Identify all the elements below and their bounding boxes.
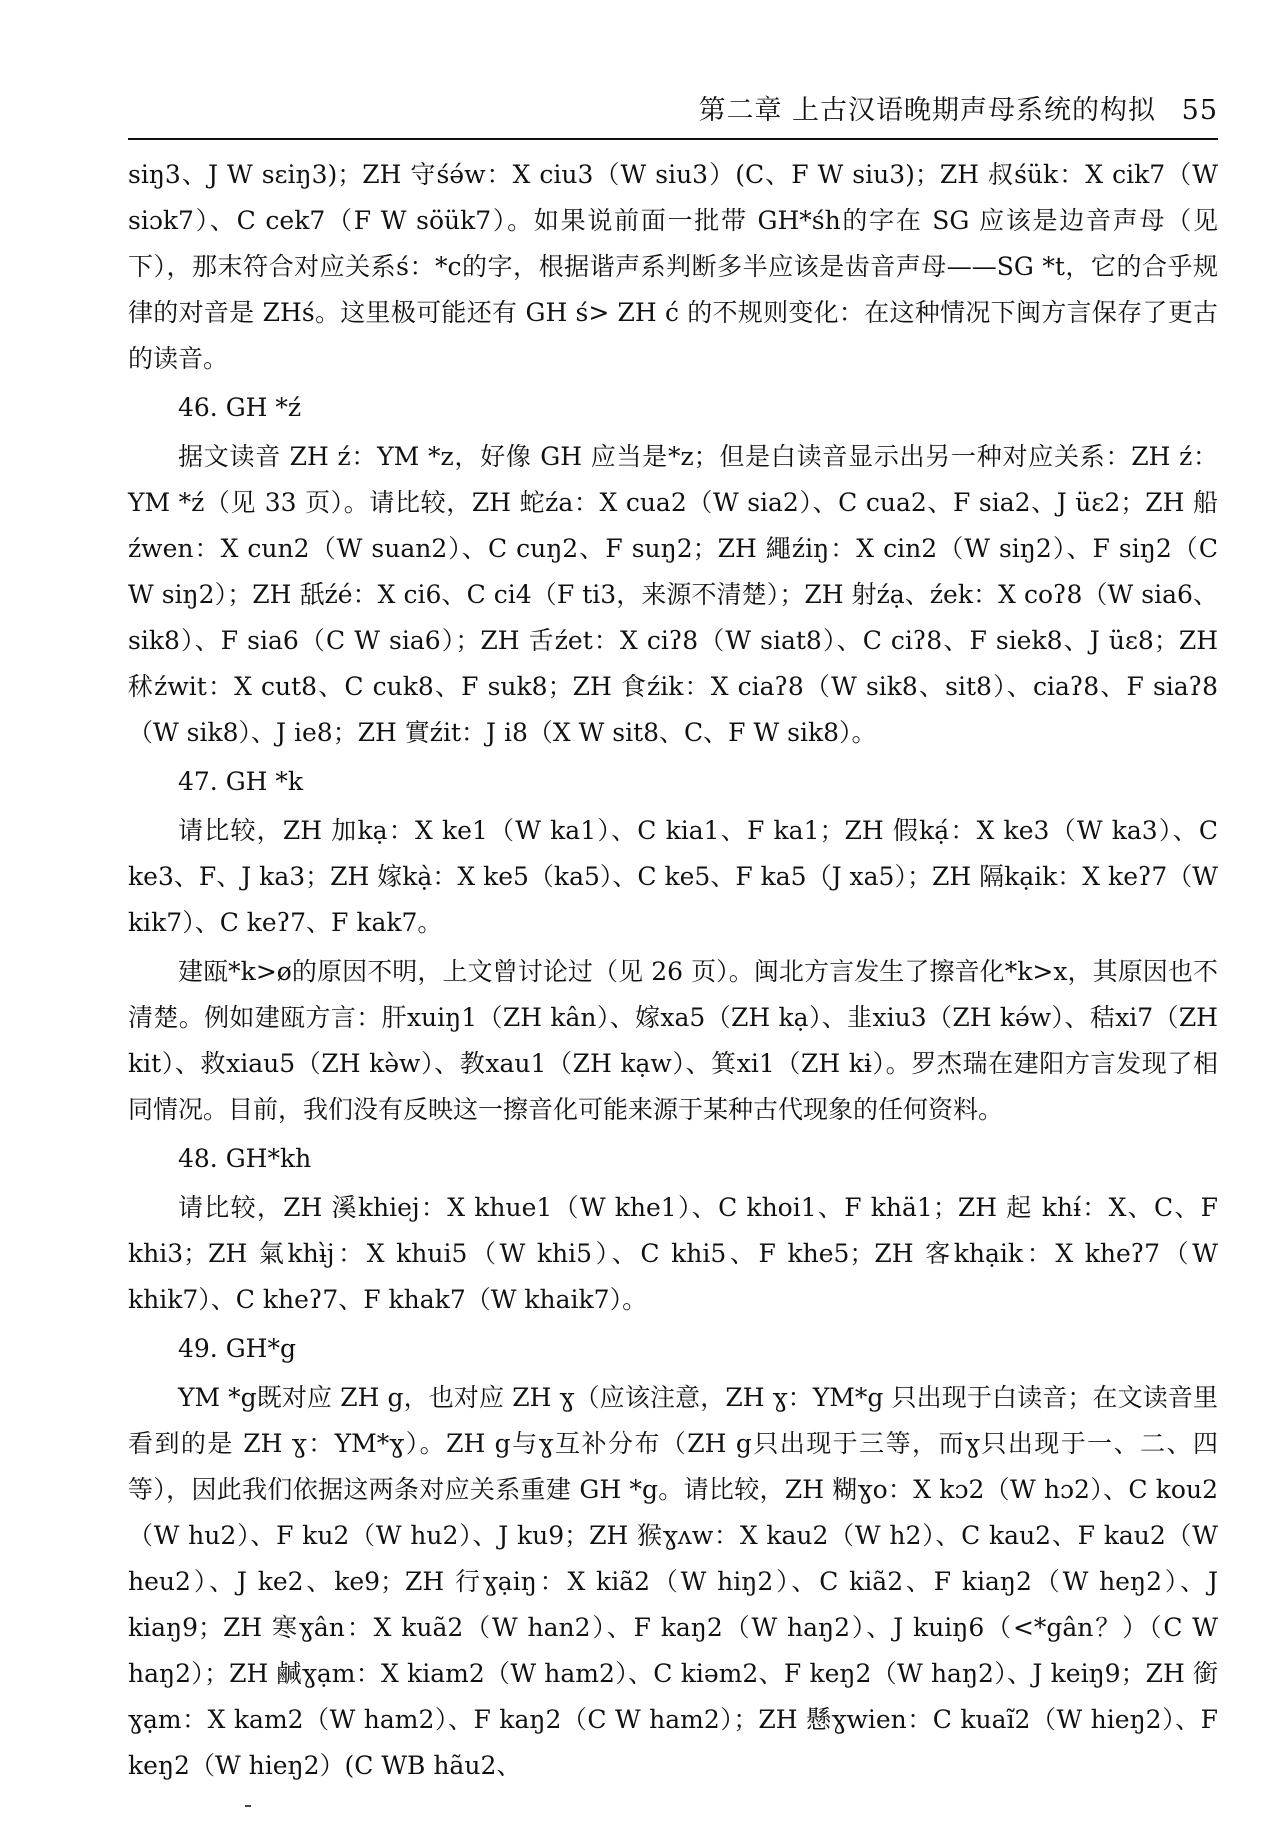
paragraph-47a: 请比较，ZH 加kạ：X ke1（W ka1）、C kia1、F ka1；ZH 假kạ́：X ke3（W ka3）、C ke3、F、J ka3；ZH 嫁kạ̀：X ke5（ka5）、C ke5、F ka5（J xa5）；ZH 隔kạik：X keʔ7（W kik7）、C keʔ7、F kak7。 <box>128 816 1218 937</box>
section-heading-49: 49. GH*g <box>178 1334 296 1363</box>
paragraph-47b: 建瓯*k>ø的原因不明，上文曾讨论过（见 26 页）。闽北方言发生了擦音化*k>x，其原因也不清楚。例如建瓯方言：肝xuiŋ1（ZH kân）、嫁xa5（ZH kạ）、韭xiu3（ZH kə́w）、秸xi7（ZH kit）、救xiau5（ZH kə̀w）、教xau1（ZH kạw）、箕xi1（ZH kɨ）。罗杰瑞在建阳方言发现了相同情况。目前，我们没有反映这一擦音化可能来源于某种古代现象的任何资料。 <box>128 957 1218 1124</box>
section-heading-48: 48. GH*kh <box>178 1144 312 1173</box>
section-heading-47: 47. GH *k <box>178 767 304 796</box>
body-text <box>128 152 1218 1792</box>
paragraph-49: YM *g既对应 ZH g，也对应 ZH ɣ（应该注意，ZH ɣ：YM*g 只出现于白读音；在文读音里看到的是 ZH ɣ：YM*ɣ）。ZH g与ɣ互补分布（ZH g只出现于三等，而ɣ只出现于一、二、四等），因此我们依据这两条对应关系重建 GH *g。请比较，ZH 糊ɣo：X kɔ2（W hɔ2）、C kou2（W hu2）、F ku2（W hu2）、J ku9；ZH 猴ɣʌw：X kau2（W h2）、C kau2、F kau2（W heu2）、J ke2、ke9；ZH 行ɣạiŋ：X kiã2（W hiŋ2）、C kiã2、F kiaŋ2（W heŋ2）、J kiaŋ9；ZH 寒ɣân：X kuã2（W han2）、F kaŋ2（W haŋ2）、J kuiŋ6（<*gân？）（C W haŋ2）；ZH 鹹ɣạm：X kiam2（W ham2）、C kiəm2、F keŋ2（W haŋ2）、J keiŋ9；ZH 銜ɣạm：X kam2（W ham2）、F kaŋ2（C W ham2）；ZH 懸ɣwien：C kuaĩ2（W hieŋ2）、F keŋ2（W hieŋ2）(C WB hãu2、 <box>128 1383 1218 1780</box>
section-heading-46: 46. GH *ź <box>178 393 302 422</box>
paragraph-continuation: siŋ3、J W sɛiŋ3)；ZH 守śə́w：X ciu3（W siu3）(C、F W siu3)；ZH 叔śük：X cik7（W siɔk7）、C cek7（F W söük7）。如果说前面一批带 GH*śh的字在 SG 应该是边音声母（见下），那末符合对应关系ś：*c的字，根据谐声系判断多半应该是齿音声母——SG *t，它的合乎规律的对音是 ZHś。这里极可能还有 GH ś> ZH ć 的不规则变化：在这种情况下闽方言保存了更古的读音。 <box>128 160 1218 373</box>
chapter-title: 第二章 上古汉语晚期声母系统的构拟 <box>698 95 1157 126</box>
scan-mark <box>245 1805 251 1807</box>
running-header <box>128 88 1218 127</box>
paragraph-46: 据文读音 ZH ź：YM *z，好像 GH 应当是*z；但是白读音显示出另一种对应关系：ZH ź：YM *ź（见 33 页）。请比较，ZH 蛇źa：X cua2（W sia2）、C cua2、F sia2、J üɛ2；ZH 船źwen：X cun2（W suan2）、C cuŋ2、F suŋ2；ZH 繩źiŋ：X cin2（W siŋ2）、F siŋ2（C W siŋ2）；ZH 舐źé：X ci6、C ci4（F ti3，来源不清楚）；ZH 射źạ、źek：X coʔ8（W sia6、sik8）、F sia6（C W sia6）；ZH 舌źet：X ciʔ8（W siat8）、C ciʔ8、F siek8、J üɛ8；ZH 秫źwit：X cut8、C cuk8、F suk8；ZH 食źik：X ciaʔ8（W sik8、sit8）、ciaʔ8、F siaʔ8（W sik8）、J ie8；ZH 實źit：J i8（X W sit8、C、F W sik8）。 <box>128 442 1218 747</box>
header-rule <box>128 138 1218 140</box>
page-number: 55 <box>1181 95 1218 126</box>
paragraph-48: 请比较，ZH 溪khiej：X khue1（W khe1）、C khoi1、F khä1；ZH 起 khɨ́：X、C、F khi3；ZH 氣khɨ̀j：X khui5（W khi5）、C khi5、F khe5；ZH 客khạik：X kheʔ7（W khik7）、C kheʔ7、F khak7（W khaik7）。 <box>128 1193 1218 1314</box>
